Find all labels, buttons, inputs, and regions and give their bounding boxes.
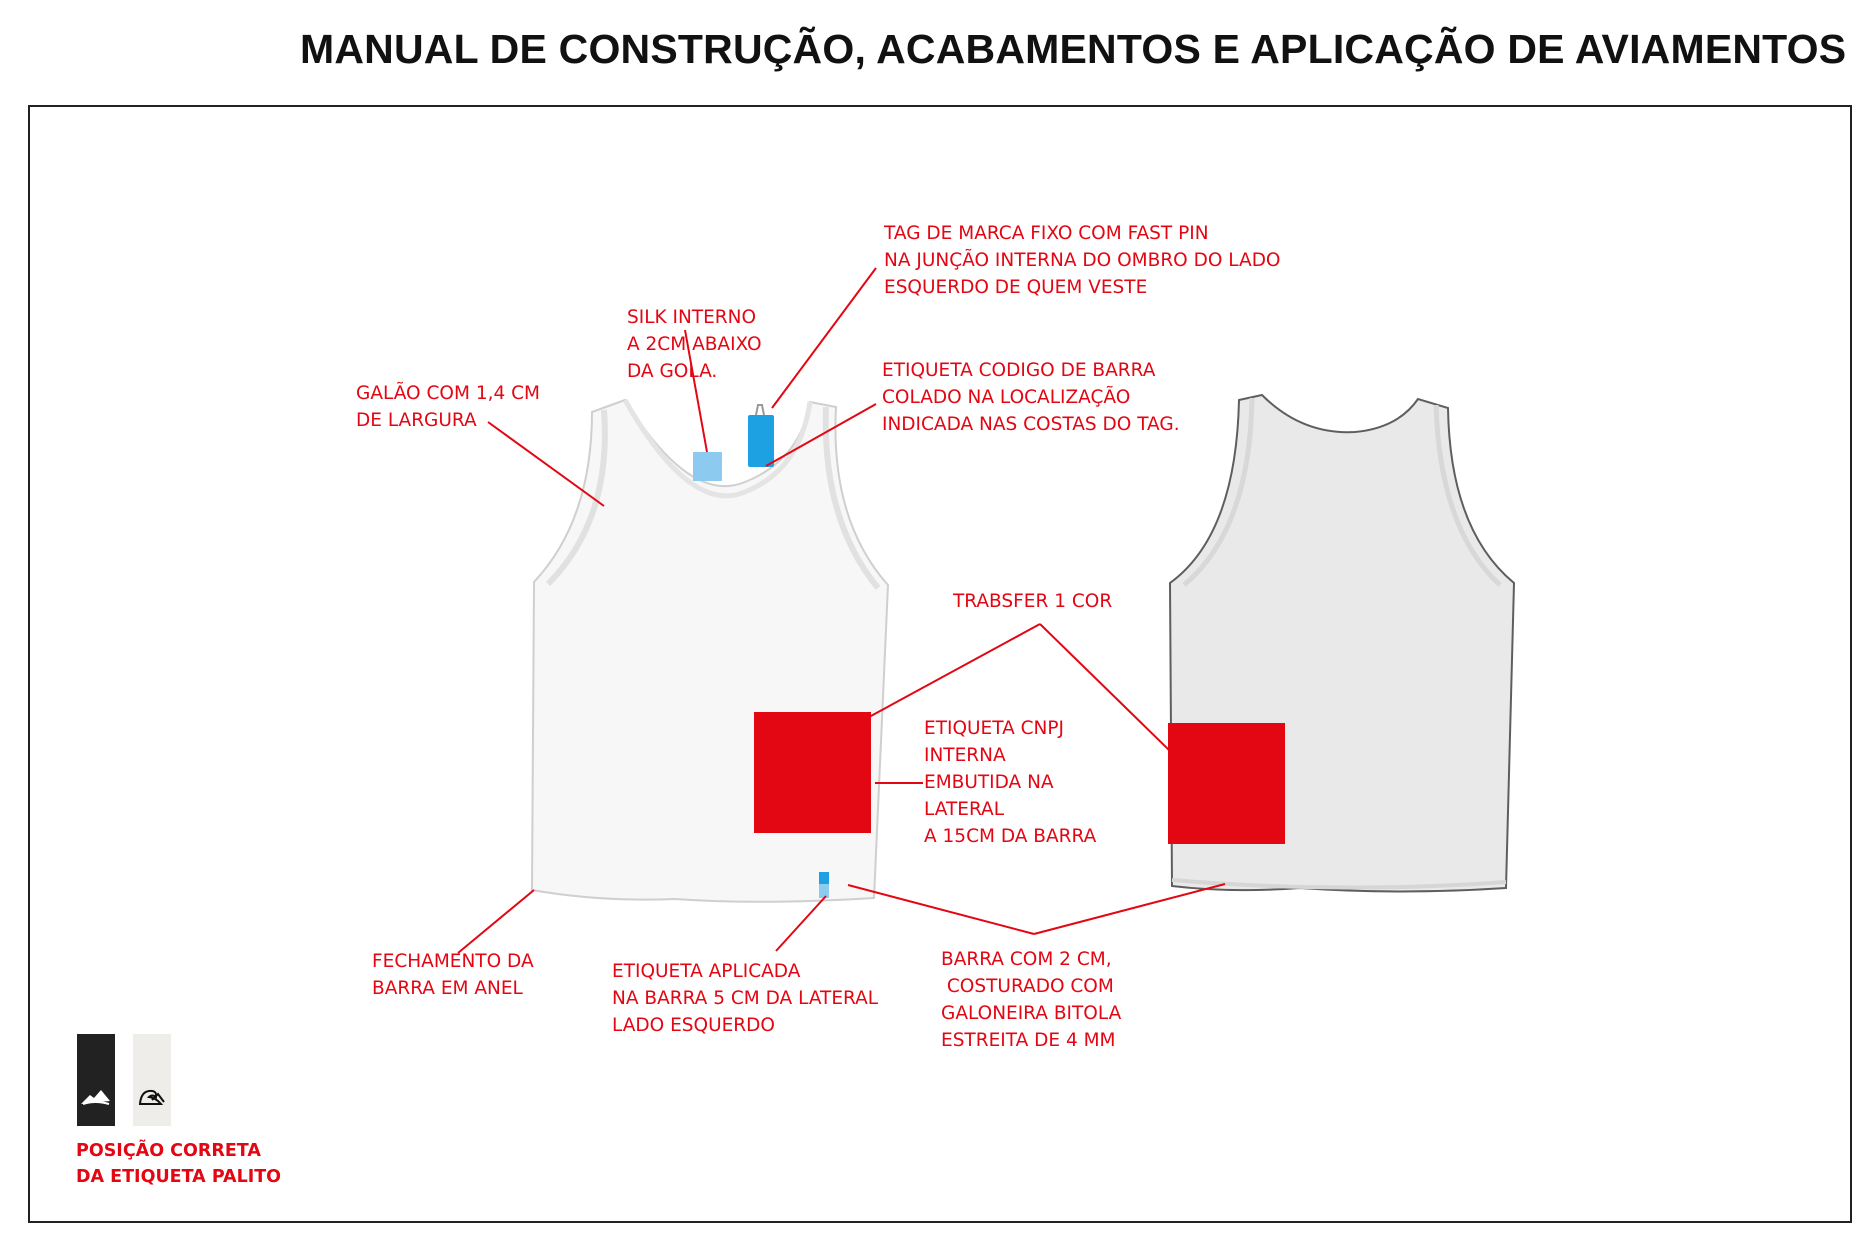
palito-legend-caption: POSIÇÃO CORRETA DA ETIQUETA PALITO bbox=[76, 1141, 282, 1187]
silk-interno-annotation: SILK INTERNO A 2CM ABAIXO DA GOLA. bbox=[627, 307, 762, 382]
fechamento-annotation: FECHAMENTO DA BARRA EM ANEL bbox=[372, 951, 534, 999]
mountain-wave-logo-icon bbox=[77, 1034, 115, 1126]
palito-dark bbox=[77, 1034, 115, 1126]
galao-annotation: GALÃO COM 1,4 CM DE LARGURA bbox=[356, 383, 540, 431]
tag-marca-annotation: TAG DE MARCA FIXO COM FAST PIN NA JUNÇÃO INTERNA DO OMBRO DO LADO ESQUERDO DE QUEM VESTE bbox=[884, 223, 1281, 298]
transfer-annotation: TRABSFER 1 COR bbox=[953, 591, 1113, 612]
palito-light bbox=[133, 1034, 171, 1126]
brand-tag-marker bbox=[748, 415, 774, 467]
barra-annotation: BARRA COM 2 CM, COSTURADO COM GALONEIRA BITOLA ESTREITA DE 4 MM bbox=[941, 949, 1122, 1051]
wave-logo-icon bbox=[133, 1034, 171, 1126]
etiqueta-cnpj-annotation: ETIQUETA CNPJ INTERNA EMBUTIDA NA LATERAL A 15CM DA BARRA bbox=[924, 718, 1097, 847]
page-title: MANUAL DE CONSTRUÇÃO, ACABAMENTOS E APLICAÇÃO DE AVIAMENTOS bbox=[300, 26, 1847, 72]
etiqueta-codigo-annotation: ETIQUETA CODIGO DE BARRA COLADO NA LOCALIZAÇÃO INDICADA NAS COSTAS DO TAG. bbox=[882, 360, 1180, 435]
cnpj-label-square bbox=[754, 712, 871, 833]
transfer-square bbox=[1168, 723, 1285, 844]
silk-interno-marker bbox=[693, 452, 722, 481]
etiqueta-aplicada-annotation: ETIQUETA APLICADA NA BARRA 5 CM DA LATERAL LADO ESQUERDO bbox=[612, 961, 879, 1036]
